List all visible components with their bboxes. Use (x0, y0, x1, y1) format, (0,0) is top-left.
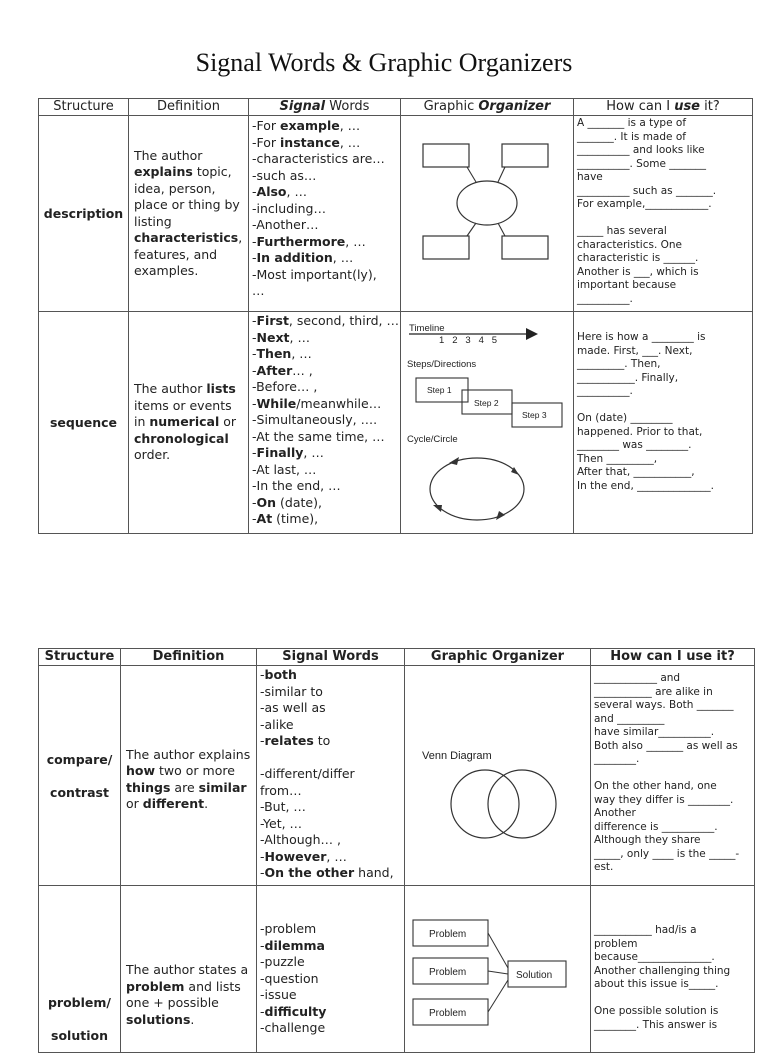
signal-word-line: -Finally, … (252, 445, 324, 460)
sequence-diagrams (401, 312, 574, 529)
sentence-frame-line: characteristics. One (577, 238, 682, 251)
signal-word-line: -different/differ (260, 766, 355, 781)
sentence-frame-line: Another challenging thing (594, 964, 731, 977)
header-structure: Structure (39, 649, 121, 666)
structure-problem-solution: problem/ solution (39, 886, 121, 1053)
step-2-label: Step 2 (474, 398, 499, 408)
signal-word-line: -Also, … (252, 184, 307, 199)
sentence-frame-line: ________. (594, 753, 640, 765)
sentence-frame-line: Here is how a ________ is (577, 331, 706, 343)
definition-sequence: The author lists items or events in numerical or chronological order. (129, 312, 249, 534)
signal-word-line: -both (260, 667, 297, 682)
sentence-frame-line: Then _________, (577, 452, 658, 465)
how-to-use-compare-contrast (591, 666, 755, 886)
table-row-description (39, 116, 753, 312)
signal-words-problem-solution (257, 886, 405, 1053)
page-title: Signal Words & Graphic Organizers (195, 48, 573, 77)
spider-box-top-right (502, 144, 548, 167)
sentence-frame-line: problem (594, 937, 638, 950)
sentence-frame-line: Another (594, 807, 636, 819)
sentence-frame-line: _____, only ____ is the _____- (594, 847, 740, 860)
steps-directions-label: Steps/Directions (407, 359, 477, 370)
signal-word-line: -At the same time, … (252, 428, 385, 444)
cycle-arrow-bottom (496, 511, 505, 520)
how-to-use-problem-solution (591, 886, 755, 1053)
sentence-frame-line: happened. Prior to that, (577, 425, 703, 438)
graphic-organizer-problem-solution (405, 886, 591, 1053)
table-header-row (39, 649, 755, 666)
sentence-frame-line: A _______ is a type of (577, 117, 687, 129)
signal-word-line: -In the end, … (252, 478, 341, 493)
signal-word-line: -such as… (252, 167, 317, 183)
sentence-frame-line: __________. Some _______ (577, 157, 707, 170)
sentence-frame-line: Both also _______ as well as (594, 739, 738, 752)
graphic-organizer-compare-contrast (405, 666, 591, 886)
sentence-frame-line: have similar__________. (594, 726, 715, 738)
sentence-frame-line: One possible solution is (594, 1005, 719, 1017)
header-how-to-use: How can I use it? (574, 99, 753, 116)
signal-word-line: -At (time), (252, 511, 319, 526)
sentence-frame-line: ____________ and (594, 672, 681, 684)
solution-box-label: Solution (516, 970, 553, 981)
sentence-frame-line: ___________ are alike in (594, 685, 713, 698)
problem-box-2-label: Problem (429, 967, 467, 978)
spider-box-bottom-right (502, 236, 548, 259)
sentence-frame-line (577, 212, 749, 226)
header-signal-words: Signal Words (249, 99, 401, 116)
signal-word-line: -While/meanwhile… (252, 395, 382, 411)
header-definition: Definition (121, 649, 257, 666)
signal-word-line: -challenge (260, 1020, 326, 1035)
sentence-frame-line: __________ and looks like (577, 144, 705, 156)
sentence-frame-line: ________ was ________. (577, 439, 692, 451)
header-signal-words: Signal Words (257, 649, 405, 666)
header-graphic-organizer: Graphic Organizer (405, 649, 591, 666)
sentence-frame-line: __________. (577, 292, 633, 305)
cycle-ellipse (430, 458, 524, 520)
sentence-frame-line: _____ has several (577, 225, 667, 237)
signal-words-table-2 (38, 648, 755, 1053)
spider-box-top-left (423, 144, 469, 167)
venn-diagram-label: Venn Diagram (422, 750, 492, 762)
sentence-frame-line: _________. Then, (577, 358, 661, 370)
signal-word-line: -issue (260, 987, 297, 1002)
signal-word-line: -For instance, … (252, 134, 361, 150)
venn-circle-right (488, 770, 556, 838)
signal-word-line: -On the other hand, (260, 865, 394, 880)
cycle-arrow-left (433, 505, 442, 512)
signal-word-line: -similar to (260, 683, 323, 699)
cycle-circle-label: Cycle/Circle (407, 434, 458, 445)
spider-box-bottom-left (423, 236, 469, 259)
signal-word-line: -Yet, … (260, 815, 303, 831)
signal-word-line: -At last, … (252, 461, 317, 477)
venn-circle-left (451, 770, 519, 838)
structure-description: description (39, 116, 129, 312)
problem-box-1-label: Problem (429, 929, 467, 940)
signal-word-line: -For example, … (252, 118, 361, 133)
sentence-frame-line: After that, ___________, (577, 466, 695, 478)
signal-word-line: -However, … (260, 848, 347, 864)
sentence-frame-line: In the end, ______________. (577, 479, 714, 492)
signal-word-line: -First, second, third, … (252, 313, 399, 328)
sentence-frame-line (577, 399, 749, 413)
signal-word-line: -Before… , (252, 379, 318, 394)
sentence-frame-line: _______. It is made of (577, 130, 686, 143)
signal-word-line: -relates to (260, 733, 331, 748)
signal-word-line: -Simultaneously, …. (252, 412, 378, 427)
how-to-use-sequence (574, 312, 753, 534)
timeline-label: Timeline (409, 323, 445, 334)
sentence-frame-line (594, 767, 751, 781)
graphic-organizer-sequence (401, 312, 574, 534)
signal-word-line: -as well as (260, 700, 326, 715)
signal-word-line: -Although… , (260, 832, 341, 847)
table-row-compare-contrast (39, 666, 755, 886)
sentence-frame-line: On the other hand, one (594, 780, 717, 792)
signal-word-line: -Another… (252, 217, 319, 232)
table-row-problem-solution (39, 886, 755, 1053)
signal-word-line: -difficulty (260, 1003, 327, 1019)
signal-words-compare-contrast (257, 666, 405, 886)
signal-words-description (249, 116, 401, 312)
sentence-frame-line: about this issue is_____. (594, 978, 719, 990)
signal-word-line: -question (260, 970, 319, 986)
structure-sequence: sequence (39, 312, 129, 534)
signal-words-sequence (249, 312, 401, 534)
sentence-frame-line: __________ such as _______. (577, 184, 717, 197)
signal-word-line: -Then, … (252, 346, 312, 361)
how-to-use-description (574, 116, 753, 312)
sentence-frame-line: ________. This answer is (594, 1018, 718, 1031)
sentence-frame-line (594, 992, 751, 1006)
signal-word-line: -Furthermore, … (252, 233, 366, 249)
sentence-frame-line: several ways. Both _______ (594, 699, 734, 711)
definition-description: The author explains topic, idea, person, place or thing by listing characteristics, features, and examples. (129, 116, 249, 312)
signal-word-line: -characteristics are… (252, 151, 385, 166)
sentence-frame-line: Although they share (594, 834, 701, 846)
venn-diagram (405, 666, 591, 881)
header-definition: Definition (129, 99, 249, 116)
sentence-frame-line: Another is ___, which is (577, 265, 699, 278)
spider-map-diagram (401, 116, 574, 307)
timeline-numbers: 1 2 3 4 5 (439, 335, 498, 346)
step-1-label: Step 1 (427, 385, 452, 395)
signal-word-line (260, 750, 401, 767)
signal-word-line: -Most important(ly), (252, 266, 377, 282)
header-graphic-organizer: Graphic Organizer (401, 99, 574, 116)
sentence-frame-line: __________. (577, 385, 633, 397)
sentence-frame-line: and _________ (594, 712, 665, 725)
signal-word-line: -alike (260, 716, 294, 732)
signal-word-line: -After… , (252, 362, 313, 378)
signal-word-line: -In addition, … (252, 250, 354, 265)
signal-word-line: … (252, 283, 265, 298)
sentence-frame-line: difference is __________. (594, 820, 718, 833)
sentence-frame-line: est. (594, 861, 614, 873)
sentence-frame-line: important because (577, 279, 677, 291)
definition-problem-solution: The author states a problem and lists one + possible solutions. (121, 886, 257, 1053)
structure-compare-contrast: compare/ contrast (39, 666, 121, 886)
signal-word-line: from… (260, 782, 302, 798)
header-structure: Structure (39, 99, 129, 116)
sentence-frame-line: On (date) ________ (577, 412, 673, 424)
step-3-label: Step 3 (522, 410, 547, 420)
table-row-sequence (39, 312, 753, 534)
sentence-frame-line: way they differ is ________. (594, 793, 734, 806)
graphic-organizer-description (401, 116, 574, 312)
sentence-frame-line: ___________ had/is a (594, 924, 697, 936)
signal-word-line: -puzzle (260, 954, 305, 969)
sentence-frame-line: ___________. Finally, (577, 371, 679, 384)
problem-solution-diagram (405, 886, 591, 1036)
signal-words-table-1 (38, 98, 753, 534)
timeline-arrowhead (526, 328, 538, 340)
problem-box-3-label: Problem (429, 1008, 467, 1019)
definition-compare-contrast: The author explains how two or more things are similar or different. (121, 666, 257, 886)
signal-word-line: -dilemma (260, 937, 325, 953)
signal-word-line: -problem (260, 921, 317, 936)
signal-word-line: -Next, … (252, 329, 310, 345)
sentence-frame-line: because______________. (594, 951, 715, 963)
sentence-frame-line: have (577, 171, 603, 183)
header-how-to-use: How can I use it? (591, 649, 755, 666)
sentence-frame-line: made. First, ___. Next, (577, 344, 693, 357)
spider-center-ellipse (457, 181, 517, 225)
sentence-frame-line: characteristic is ______. (577, 252, 699, 264)
sentence-frame-line: For example,____________. (577, 198, 712, 210)
table-header-row (39, 99, 753, 116)
signal-word-line: -including… (252, 200, 326, 216)
signal-word-line: -On (date), (252, 494, 322, 510)
signal-word-line: -But, … (260, 799, 306, 814)
